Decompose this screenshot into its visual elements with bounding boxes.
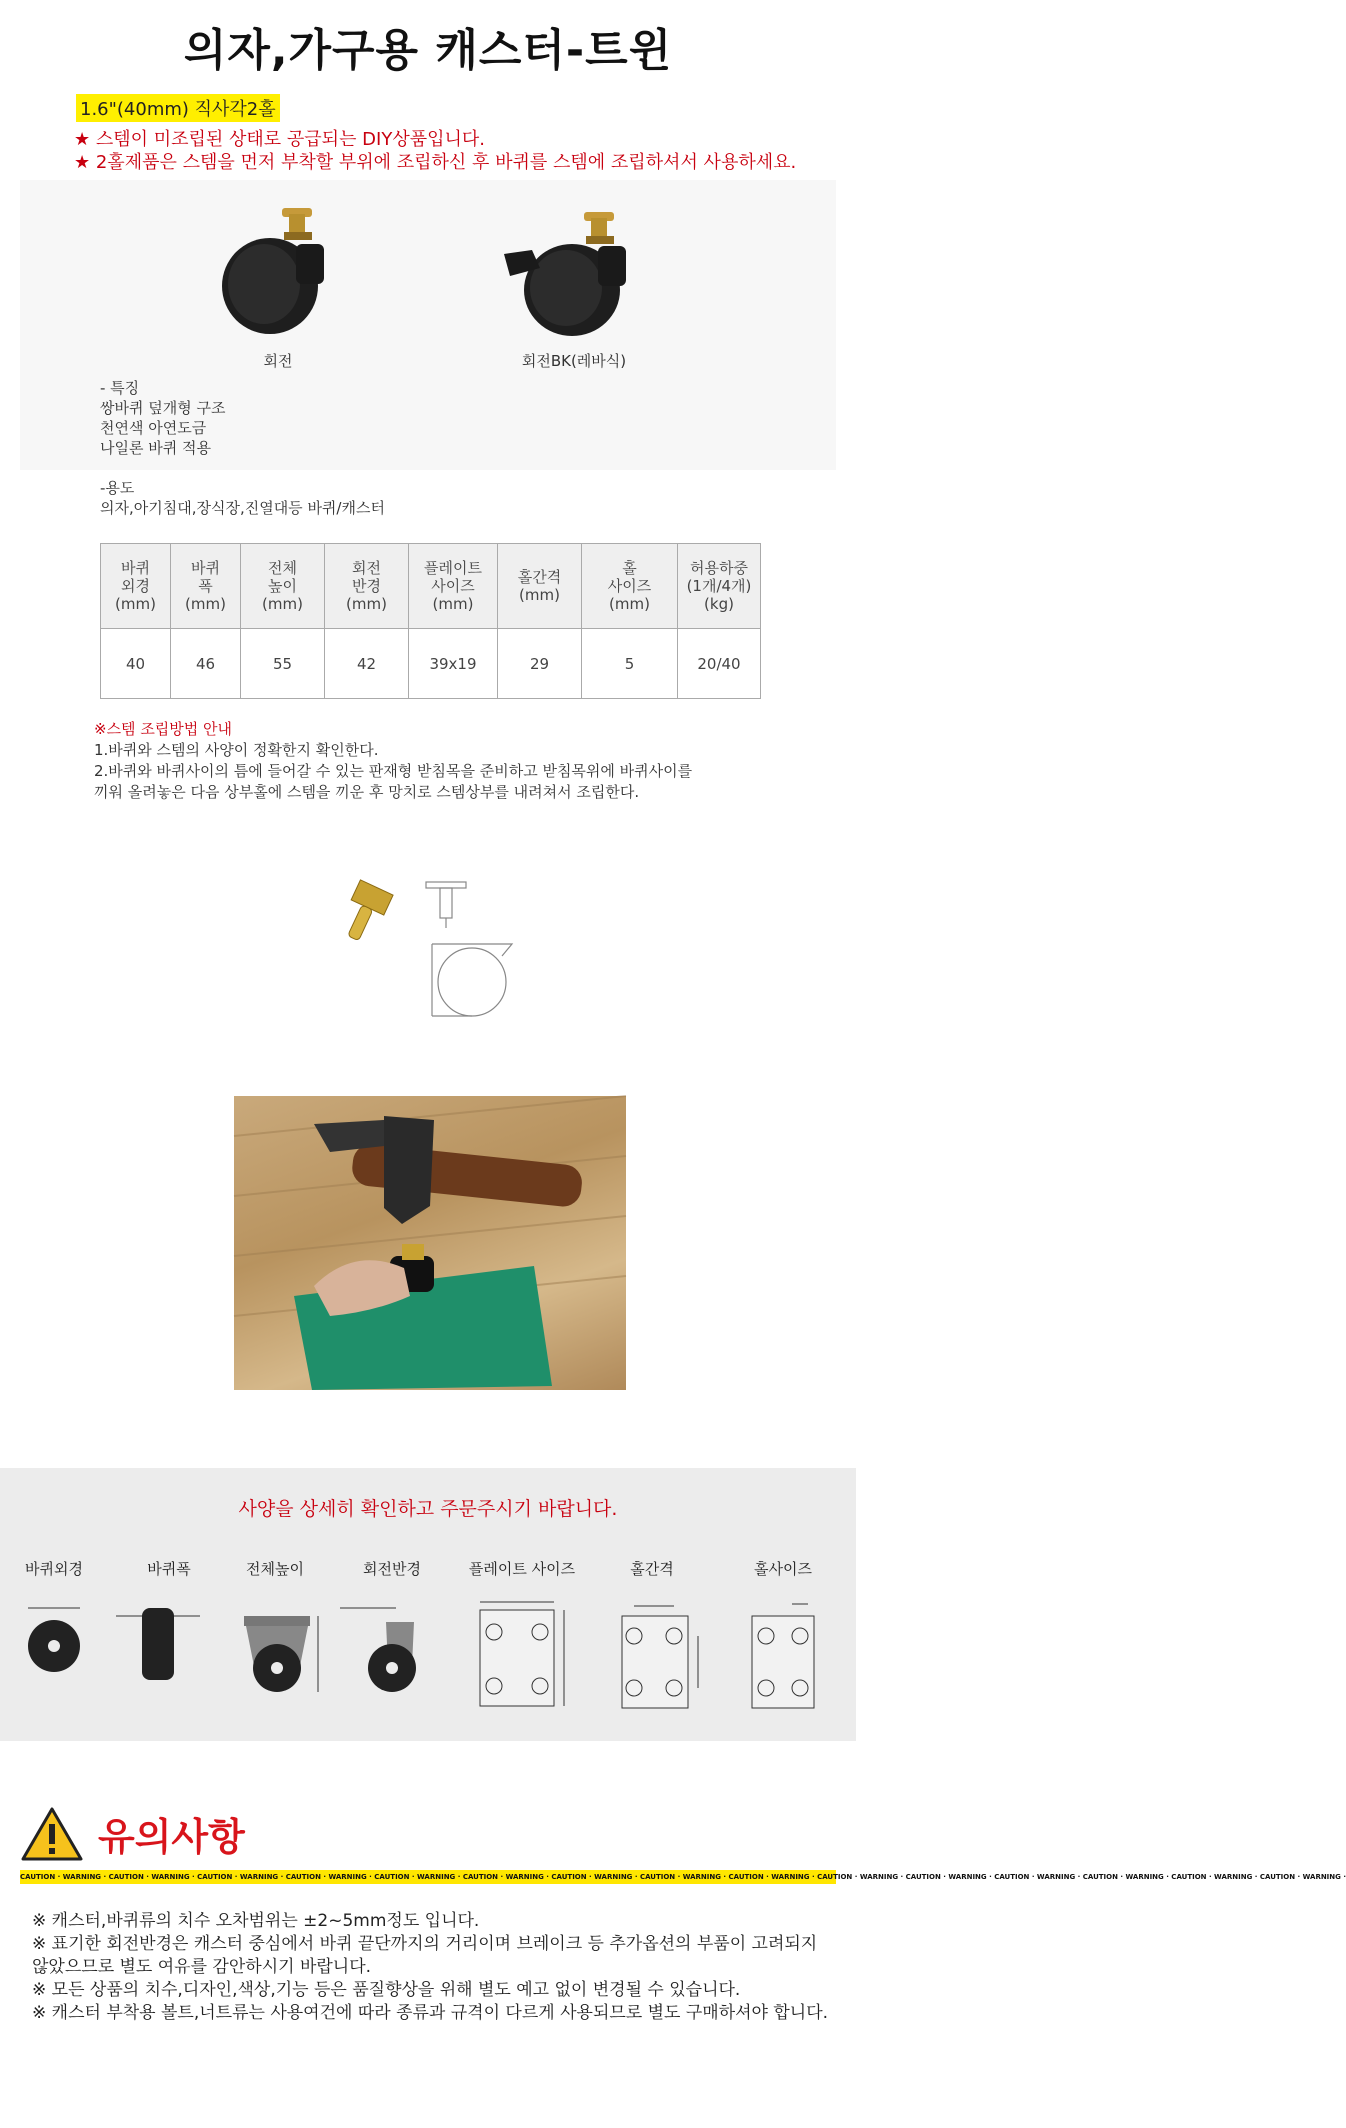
- plate-size-icon: [480, 1602, 564, 1706]
- spec-header: 바퀴 외경 (mm): [101, 544, 171, 629]
- spec-value: 46: [171, 629, 241, 699]
- spec-value: 40: [101, 629, 171, 699]
- assembly-guide-line: 2.바퀴와 바퀴사이의 틈에 들어갈 수 있는 판재형 받침목을 준비하고 받침목위에 바퀴사이를: [94, 762, 693, 780]
- spec-header: 전체 높이 (mm): [241, 544, 325, 629]
- feature-item: 나일론 바퀴 적용: [100, 439, 211, 457]
- wheel-diameter-icon: [28, 1608, 80, 1672]
- spec-header: 회전 반경 (mm): [325, 544, 409, 629]
- features-heading: - 특징: [100, 379, 140, 397]
- spec-header: 플레이트 사이즈 (mm): [409, 544, 498, 629]
- caster-label: 회전BK(레바식): [521, 352, 627, 370]
- notice-line: ★ 스템이 미조립된 상태로 공급되는 DIY상품입니다.: [74, 129, 486, 150]
- stem-diagram-icon: [340, 872, 530, 1022]
- wheel-width-icon: [116, 1608, 200, 1680]
- spec-value: 39x19: [409, 629, 498, 699]
- caution-note: ※ 캐스터,바퀴류의 치수 오차범위는 ±2~5mm정도 입니다.: [32, 1911, 480, 1931]
- caution-tape-word: WARNING: [62, 1873, 102, 1881]
- spec-value: 42: [325, 629, 409, 699]
- spec-header-row: [101, 544, 761, 629]
- spec-header: 허용하중 (1개/4개) (kg): [678, 544, 761, 629]
- caution-tape: CAUTION · WARNING · CAUTION · WARNING · CAUTION · WARNING · CAUTION · WARNING · CAUTION · WARNING · CAUTION · WARNING · CAUTION · WARNING · CAUTION · WARNING · CAUTION · WARNING · CAUTION · WARNING · CAUTION · WARNING · CAUTION · WARNING · CAUTION · WARNING · CAUTION · WARNING · CAUTION · WARNING ·: [20, 1870, 836, 1884]
- assembly-guide-line: 1.바퀴와 스템의 사양이 정확한지 확인한다.: [94, 741, 379, 759]
- notice-line: ★ 2홀제품은 스템을 먼저 부착할 부위에 조립하신 후 바퀴를 스템에 조립하셔서 사용하세요.: [74, 152, 797, 173]
- feature-item: 천연색 아연도금: [100, 419, 207, 437]
- swivel-radius-icon: [340, 1608, 416, 1692]
- hole-spacing-icon: [622, 1606, 698, 1708]
- twin-caster-icon: [218, 204, 332, 338]
- spec-value: 55: [241, 629, 325, 699]
- page-title: 의자,가구용 캐스터-트윈: [183, 25, 673, 76]
- feature-item: 쌍바퀴 덮개형 구조: [100, 399, 226, 417]
- caution-note: ※ 표기한 회전반경은 캐스터 중심에서 바퀴 끝단까지의 거리이며 브레이크 등 추가옵션의 부품이 고려되지 않았으므로 별도 여유를 감안하시기 바랍니다.: [32, 1934, 818, 1977]
- usage-text: 의자,아기침대,장식장,진열대등 바퀴/캐스터: [100, 499, 385, 517]
- caster-label: 회전: [263, 352, 293, 370]
- spec-header: 바퀴 폭 (mm): [171, 544, 241, 629]
- warning-triangle-icon: [20, 1806, 84, 1862]
- dimension-label: 홀사이즈: [754, 1560, 812, 1578]
- assembly-guide-title: ※스템 조립방법 안내: [94, 720, 233, 738]
- dimension-label: 바퀴외경: [25, 1560, 83, 1578]
- caution-tape-word: CAUTION: [20, 1873, 56, 1881]
- spec-table: [100, 543, 761, 699]
- dimension-label: 바퀴폭: [147, 1560, 191, 1578]
- usage-heading: -용도: [100, 479, 135, 497]
- caution-note: ※ 모든 상품의 치수,디자인,색상,기능 등은 품질향상을 위해 별도 예고 없이 변경될 수 있습니다.: [32, 1980, 741, 2000]
- dimension-diagrams: [0, 1596, 856, 1716]
- dimension-label: 전체높이: [246, 1560, 304, 1578]
- caution-note: ※ 캐스터 부착용 볼트,너트류는 사용여건에 따라 종류과 규격이 다르게 사용되므로 별도 구매하셔야 합니다.: [32, 2003, 829, 2023]
- dimension-label: 플레이트 사이즈: [468, 1560, 576, 1578]
- assembly-guide-line: 끼워 올려놓은 다음 상부홀에 스템을 끼운 후 망치로 스템상부를 내려쳐서 조립한다.: [94, 783, 640, 801]
- spec-value-row: [101, 629, 761, 699]
- caution-title: 유의사항: [98, 1815, 245, 1859]
- spec-header: 홀간격 (mm): [498, 544, 582, 629]
- dimension-guide-title: 사양을 상세히 확인하고 주문주시기 바랍니다.: [238, 1498, 618, 1520]
- hole-size-icon: [752, 1604, 814, 1708]
- total-height-icon: [244, 1616, 318, 1692]
- spec-value: 20/40: [678, 629, 761, 699]
- spec-value: 29: [498, 629, 582, 699]
- hammer-assembly-image: [234, 1096, 626, 1390]
- spec-value: 5: [582, 629, 678, 699]
- assembly-photo: [234, 1096, 626, 1390]
- product-spec-highlight: 1.6"(40mm) 직사각2홀: [76, 94, 280, 122]
- dimension-label: 회전반경: [363, 1560, 421, 1578]
- dimension-label: 홀간격: [630, 1560, 674, 1578]
- spec-header: 홀 사이즈 (mm): [582, 544, 678, 629]
- twin-caster-lever-icon: [500, 210, 634, 338]
